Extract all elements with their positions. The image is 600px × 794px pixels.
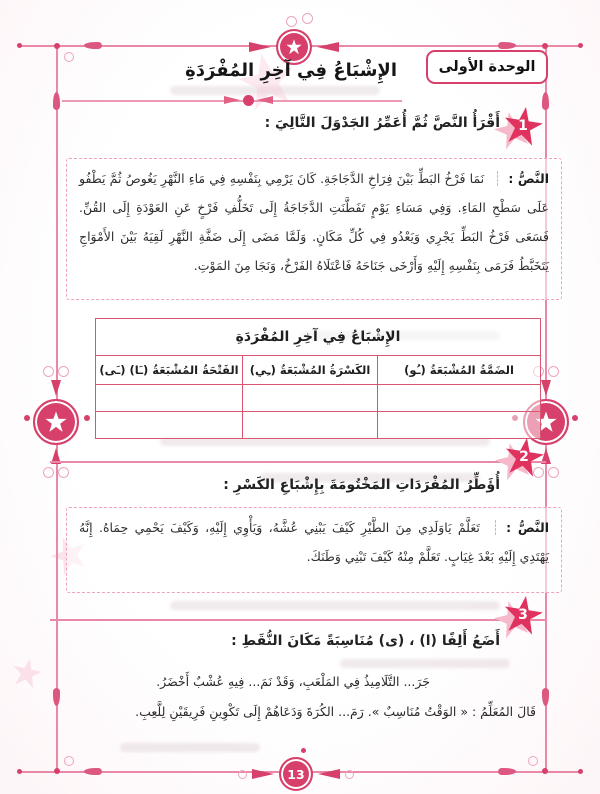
frame-end-dot (17, 769, 22, 774)
exercise3-number: 3 (518, 607, 528, 623)
medallion-side-dot (84, 415, 90, 421)
page-number: 13 (287, 766, 305, 782)
divider-dot-icon (243, 95, 254, 106)
page-title: الإِشْبَاعُ فِي آخِرِ المُفْرَدَةِ (185, 60, 397, 81)
exercise3-badge (503, 595, 543, 635)
medallion-side-dot (572, 415, 578, 421)
leaf-ornament-icon (84, 768, 102, 775)
curl-ornament-icon (64, 52, 74, 62)
exercise3-line-1: جَرَ... التَّلَامِيذُ فِي المَلْعَبِ، وَقَدْ نَمَ... فِيهِ عُشْبٌ أَخْضَرُ. (156, 674, 430, 689)
text-body: تَعَلَّمْ يَاوَلَدِي مِنَ الطَّيْرِ كَيْفَ يَبْنِي عُشَّهُ، وَيَأْوِي إِلَيْهِ، وَكَيْفَ يَحْمِي حِمَاهُ. إِنَّهُ يَهْتَدِي إِلَيْهِ بَعْدَ غِيَابٍ. تَعَلَّمْ مِنْهُ كَيْفَ تَبْنِي وَطَنَكَ. (79, 520, 549, 564)
exercise1-number: 1 (518, 118, 528, 134)
leaf-ornament-icon (84, 42, 102, 49)
curl-ornament-icon (286, 16, 297, 27)
frame-end-dot (17, 43, 22, 48)
leaf-ornament-icon (498, 768, 516, 775)
frame-end-dot (578, 43, 583, 48)
divider-wing-icon (224, 96, 240, 104)
exercise2-number: 2 (519, 449, 529, 465)
star-icon (45, 411, 67, 433)
text-label: النَّصُّ : (497, 171, 549, 186)
ghost-text-smudge (340, 659, 510, 668)
table-empty-cell (378, 385, 541, 412)
exercise1-badge (503, 106, 543, 146)
star-circle-icon (33, 399, 79, 445)
leaf-ornament-icon (498, 42, 516, 49)
exercise3-line-2: قَالَ المُعَلِّمُ : « الوَقْتُ مُنَاسِبٌ ». رَمَ... الكُرَةَ وَدَعَاهُمْ إِلَى تَكْوِينِ فَرِيقَيْنِ لِلَّعِبِ. (135, 704, 536, 719)
table-title: الإِشْبَاعُ فِي آخِرِ المُفْرَدَةِ (96, 319, 541, 356)
curl-ornament-icon (238, 770, 247, 779)
exercise2-divider (50, 461, 546, 463)
medallion-side-dot (24, 415, 30, 421)
frame-corner-dot (54, 768, 60, 774)
star-icon (286, 39, 302, 55)
exercise1-text-box (66, 158, 562, 300)
leaf-ornament-icon (53, 92, 60, 110)
leaf-ornament-icon (542, 92, 549, 110)
page-number-circle (279, 757, 313, 791)
table-col-fatha: الفَتْحَةُ المُشْبَعَةُ (ـَا) (ـَى) (96, 356, 243, 385)
exercise2-text-box (66, 507, 562, 593)
table-empty-cell (96, 412, 243, 439)
curl-ornament-icon (43, 467, 69, 478)
table-row (96, 385, 541, 412)
divider-wing-icon (257, 96, 273, 104)
frame-end-dot (578, 769, 583, 774)
table-col-damma: الضَمَّةُ المُشْبَعَةُ (ـُو) (378, 356, 541, 385)
exercise1-instruction: أَقْرَأُ النَّصَّ ثُمَّ أُعَمِّرُ الجَدْوَلَ التَّالِيَ : (264, 115, 500, 131)
medallion-side-dot (301, 748, 306, 753)
text-body: نَمَا فَرْخُ البَطِّ بَيْنَ فِرَاخِ الدَّجَاجَةِ. كَانَ يَرْمِي بِنَفْسِهِ فِي مَاءِ النَّهْرِ يَغُوصُ ثُمَّ يَطْفُو عَلَى سَطْحِ المَاءِ. وَفِي مَسَاءِ يَوْمٍ تَفَطَّنَتِ الدَّجَاجَةُ إِلَى تَخَلُّفِ فَرْخٍ عَنِ العَوْدَةِ إِلَى القُنِّ. فَسَعَى فَرْخُ البَطِّ يَجْرِي وَيَعْدُو فِي كُلِّ مَكَانٍ. وَلَمَّا مَضَى إِلَى ضَفَّةِ النَّهْرِ لَقِيَهُ بَيْنَ الأَمْوَاجِ يَتَخَبَّطُ فَرَمَى بِنَفْسِهِ إِلَيْهِ وَأَرْخَى جَنَاحَهُ فَاعْتَلَاهُ الفَرْخُ، وَنَجَا مِنَ المَوْتِ. (79, 171, 549, 273)
curl-ornament-icon (43, 366, 69, 377)
medallion-arrow-icon (51, 380, 61, 396)
ghost-text-smudge (120, 743, 260, 752)
medallion-arrow-icon (318, 769, 340, 779)
medallion-arrow-icon (249, 42, 271, 52)
exercise3-divider (50, 619, 546, 621)
curl-ornament-icon (64, 756, 74, 766)
medallion-arrow-icon (317, 42, 339, 52)
exercise3-instruction: أَضَعُ أَلِفًا (ا) ، (ى) مُنَاسِبَةً مَكَانَ النُّقَطِ : (231, 633, 500, 649)
table-empty-cell (96, 385, 243, 412)
curl-ornament-icon (345, 770, 354, 779)
leaf-ornament-icon (542, 688, 549, 706)
page-number-medallion (238, 757, 354, 791)
table-empty-cell (243, 385, 378, 412)
curl-ornament-icon (302, 13, 313, 24)
table-col-kasra: الكَسْرَةُ المُشْبَعَةُ (ـِي) (243, 356, 378, 385)
table-empty-cell (378, 412, 541, 439)
watermark-star-icon (9, 655, 45, 691)
table-empty-cell (243, 412, 378, 439)
text-label: النَّصُّ : (495, 520, 549, 535)
exercise2-badge (504, 437, 544, 477)
frame-corner-dot (542, 43, 548, 49)
exercise2-instruction: أُؤَطِّرُ المُفْرَدَاتِ المَخْتُومَةَ بِإِشْبَاعِ الكَسْرِ : (223, 477, 500, 493)
frame-corner-dot (54, 43, 60, 49)
unit-label-box (426, 50, 548, 84)
leaf-ornament-icon (53, 688, 60, 706)
table-row (96, 412, 541, 439)
unit-label: الوحدة الأولى (438, 59, 536, 75)
curl-ornament-icon (528, 756, 538, 766)
ghost-text-smudge (170, 601, 500, 610)
medallion-arrow-icon (541, 380, 551, 396)
frame-corner-dot (542, 768, 548, 774)
saturation-table (95, 318, 541, 439)
medallion-arrow-icon (252, 769, 274, 779)
